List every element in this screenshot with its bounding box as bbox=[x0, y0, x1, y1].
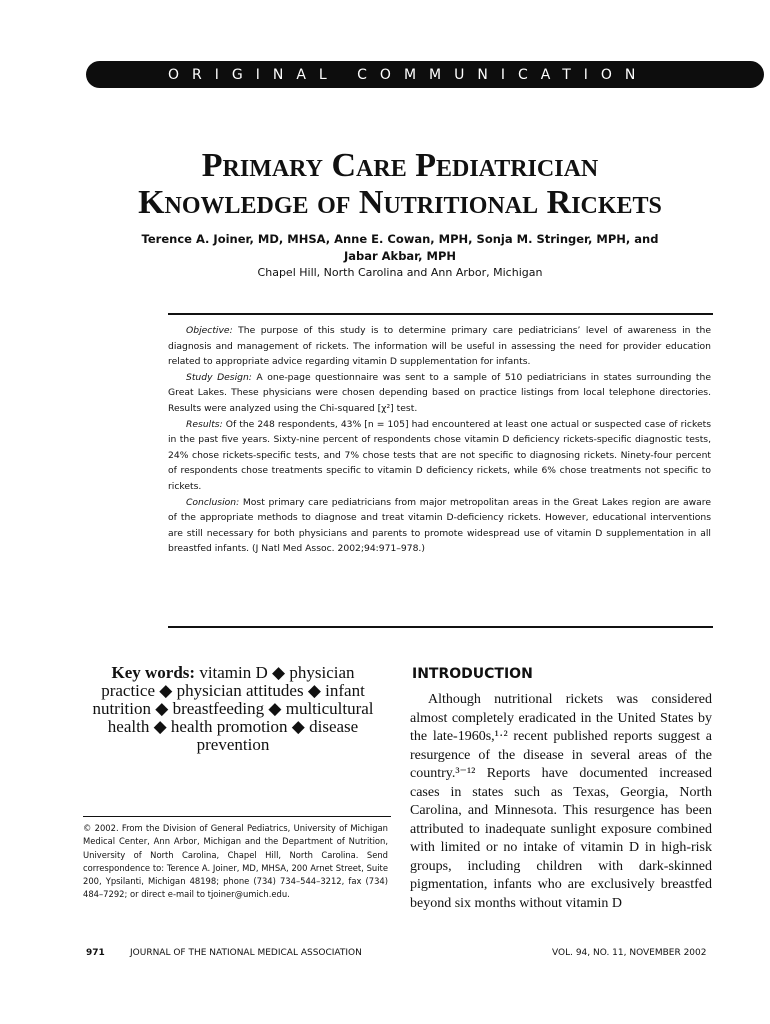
results-label: Results: bbox=[186, 418, 223, 430]
abstract-objective bbox=[168, 323, 711, 370]
conclusion-label: Conclusion: bbox=[186, 496, 240, 508]
page-number: 971 bbox=[86, 948, 105, 958]
author-list: Terence A. Joiner, MD, MHSA, Anne E. Cowan, MPH, Sonja M. Stringer, MPH, and Jabar Akbar, MPH bbox=[141, 232, 659, 263]
section-banner bbox=[86, 61, 764, 88]
objective-label: Objective: bbox=[186, 325, 233, 336]
abstract-results bbox=[168, 417, 711, 495]
issue-info: VOL. 94, NO. 11, NOVEMBER 2002 bbox=[552, 948, 707, 958]
footnote-text: © 2002. From the Division of General Pediatrics, University of Michigan Medical Center, Ann Arbor, Michigan and the Department of Nutrition, University of North Carolina, Chapel Hill, North Carolina. Send correspondence to: Terence A. Joiner, MD, MHSA, 200 Arnet Street, Suite 200, Ypsilanti, Michigan 48198; phone (734) 734–544–3212, fax (734) 484–7292; or direct e-mail to tjoiner@umich.edu. bbox=[83, 823, 388, 900]
design-label: Study Design: bbox=[186, 371, 252, 383]
abstract-design bbox=[168, 370, 711, 417]
footnote bbox=[83, 822, 388, 902]
conclusion-text: Most primary care pediatricians from major metropolitan areas in the Great Lakes region are aware of the appropriate methods to diagnose and treat vitamin D-deficiency rickets. However, educational interventions are still necessary for both physicians and parents to promote widespread use of vitamin D supplementation in all breastfed infants. (J Natl Med Assoc. 2002;94:971–978.) bbox=[168, 496, 711, 555]
introduction-heading: INTRODUCTION bbox=[412, 666, 533, 682]
abstract-top-rule bbox=[168, 313, 713, 315]
section-label: ORIGINAL COMMUNICATION bbox=[168, 66, 649, 83]
affiliation: Chapel Hill, North Carolina and Ann Arbor, Michigan bbox=[257, 266, 543, 279]
introduction-body bbox=[410, 691, 712, 913]
results-text: Of the 248 respondents, 43% [n = 105] had encountered at least one actual or suspected case of rickets in the past five years. Sixty-nine percent of respondents chose vitamin D deficiency rickets-specific diagnostic tests, 24% chose rickets-specific tests, and 7% chose tests that are not specific to diagnosing rickets. Ninety-four percent of respondents chose treatments specific to vitamin D deficiency rickets, while 6% chose treatments not specific to rickets. bbox=[168, 418, 711, 492]
keywords bbox=[83, 664, 383, 754]
abstract bbox=[168, 323, 711, 557]
article-title-line2: Knowledge of Nutritional Rickets bbox=[138, 184, 662, 221]
abstract-bottom-rule bbox=[168, 626, 713, 628]
article-title-line1: Primary Care Pediatrician bbox=[201, 147, 599, 184]
design-text: A one-page questionnaire was sent to a sample of 510 pediatricians in states surrounding the Great Lakes. These physicians were chosen depending based on practice listings from local telephone directories. Results were analyzed using the Chi-squared [χ²] test. bbox=[168, 371, 711, 414]
abstract-conclusion bbox=[168, 495, 711, 557]
keywords-text: vitamin D ◆ physician practice ◆ physician attitudes ◆ infant nutrition ◆ breastfeeding ◆ multicultural health ◆ health promotion ◆ disease prevention bbox=[92, 663, 374, 754]
journal-name: JOURNAL OF THE NATIONAL MEDICAL ASSOCIATION bbox=[130, 948, 362, 958]
keywords-label: Key words: bbox=[111, 663, 196, 682]
footnote-rule bbox=[83, 816, 391, 817]
introduction-paragraph: Although nutritional rickets was considered almost completely eradicated in the United States by the late-1960s,¹·² recent published reports suggest a resurgence of the disease in several areas of the country.³⁻¹² Reports have documented increased cases in states such as Texas, Georgia, North Carolina, and Minnesota. This resurgence has been attributed to inadequate sunlight exposure combined with limited or no intake of vitamin D in high-risk groups, including children with dark-skinned pigmentation, infants who are exclusively breastfed beyond six months without vitamin D bbox=[410, 692, 712, 911]
objective-text: The purpose of this study is to determine primary care pediatricians’ level of awareness in the diagnosis and management of rickets. The information will be useful in assessing the need for provider education related to appropriate advice regarding vitamin D supplementation for infants. bbox=[168, 325, 711, 368]
